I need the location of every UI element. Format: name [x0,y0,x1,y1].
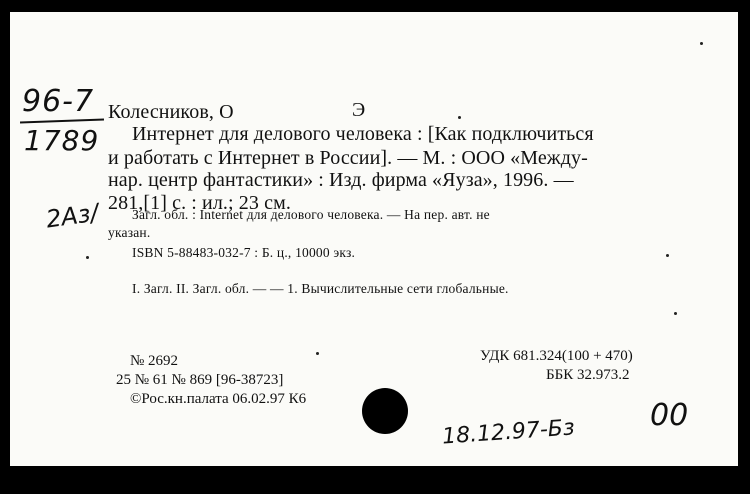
speck [86,256,89,259]
call-number-line1: 96-7 [22,84,95,119]
registry-order: 25 № 61 № 869 [96-38723] [116,372,284,388]
speck [674,312,677,315]
call-number-divider [20,119,104,124]
speck [316,352,319,355]
handwritten-code: 00 [650,398,689,433]
scan-border-bottom [0,482,750,494]
note-line-2: указан. [108,225,151,240]
registry-chamber: ©Рос.кн.палата 06.02.97 К6 [130,391,307,407]
speck [700,42,703,45]
speck [666,254,669,257]
note-line-1: Загл. обл. : Internet для делового человека. — На пер. авт. не [132,207,490,222]
title-line-1: Интернет для делового человека : [Как подключиться [132,123,594,145]
call-number-line2: 1789 [24,124,100,157]
handwritten-date: 18.12.97-Бз [441,415,576,450]
udk-code: УДК 681.324(100 + 470) [480,348,633,364]
registry-number: № 2692 [130,353,179,369]
subject-line: I. Загл. II. Загл. обл. — — 1. Вычислительные сети глобальные. [132,281,509,296]
speck [458,116,461,119]
bbk-code: ББК 32.973.2 [546,367,630,383]
catalog-card [10,12,738,466]
handwritten-mark: 2Аз/ [44,198,101,234]
author-initial-second: Э [352,99,366,121]
author-surname: Колесников, О [108,101,234,123]
scan-border-top [0,0,750,12]
title-line-3: нар. центр фантастики» : Изд. фирма «Яуза», 1996. — [108,169,574,191]
title-line-2: и работать с Интернет в России]. — М. : ООО «Между- [108,147,588,169]
title-line-4: 281,[1] с. : ил.; 23 см. [108,192,291,214]
isbn-line: ISBN 5-88483-032-7 : Б. ц., 10000 экз. [132,245,356,260]
punch-hole [362,388,408,434]
